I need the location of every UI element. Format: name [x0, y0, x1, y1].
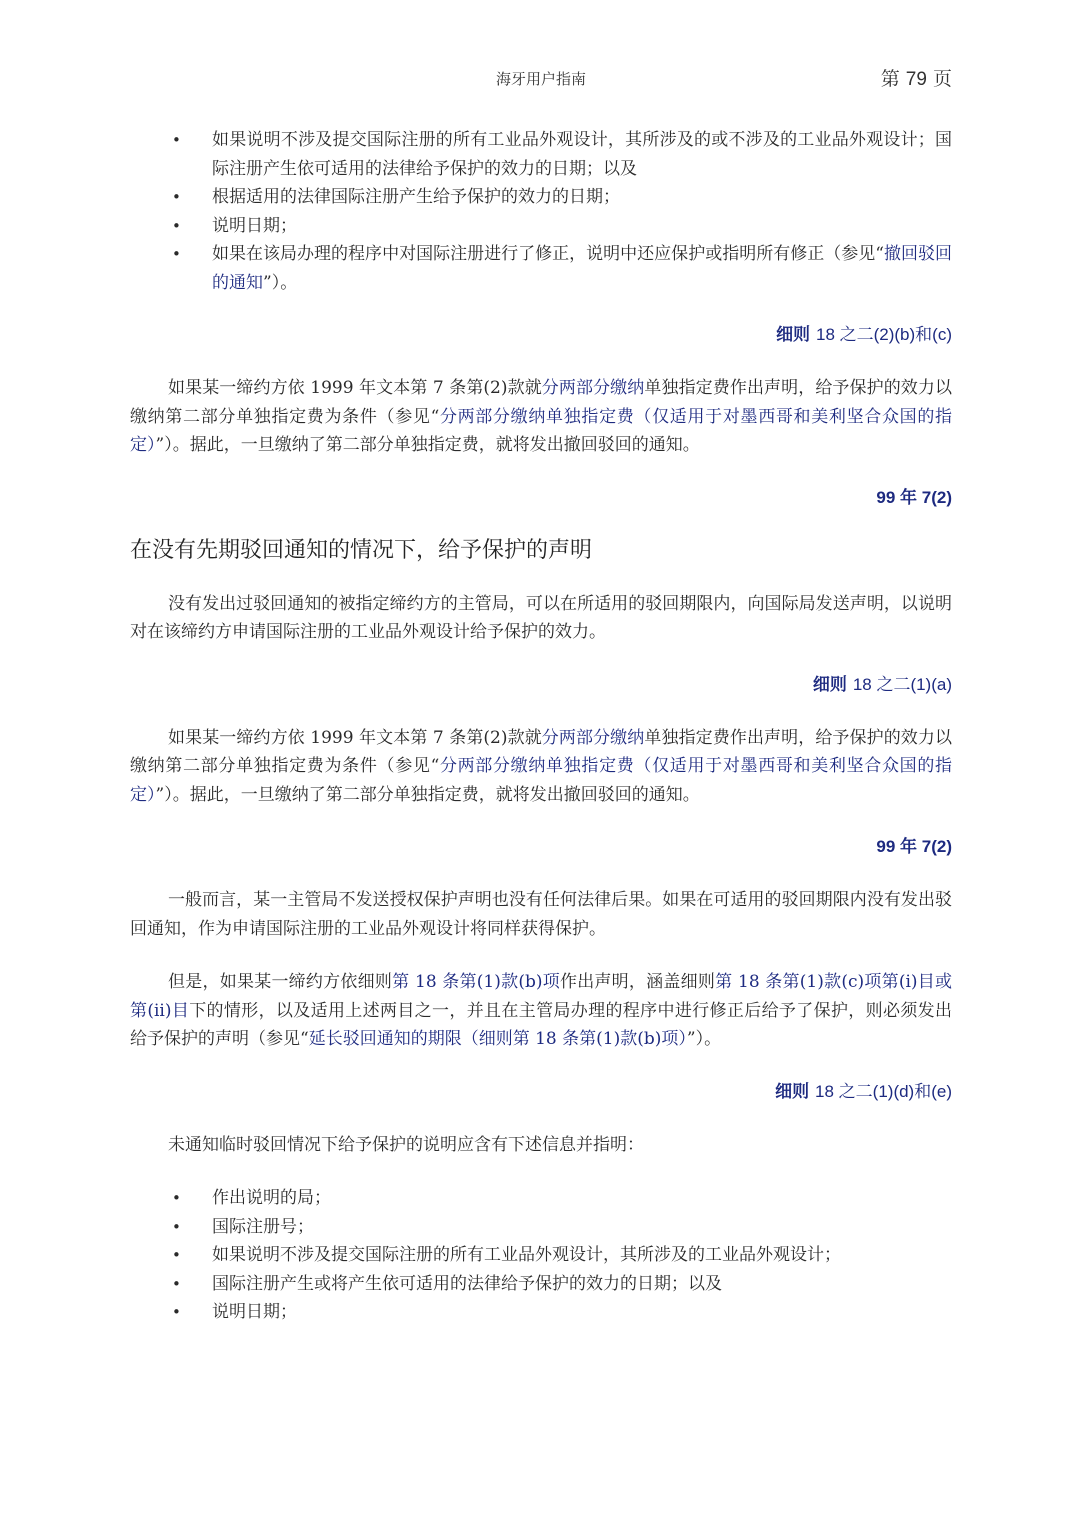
paragraph: 如果某一缔约方依 1999 年文本第 7 条第(2)款就分两部分缴纳单独指定费作出声明，给予保护的效力以缴纳第二部分单独指定费为条件（参见“分两部分缴纳单独指定费（仅适用于对墨西哥和美利坚合众国的指定）”）。据此，一旦缴纳了第二部分单独指定费，就将发出撤回驳回的通知。 — [130, 727, 953, 805]
bullet-icon: • — [172, 245, 181, 263]
link-two-part-payment[interactable]: 分两部分缴纳 — [541, 378, 645, 398]
paragraph: 没有发出过驳回通知的被指定缔约方的主管局，可以在所适用的驳回期限内，向国际局发送声明，以说明对在该缔约方申请国际注册的工业品外观设计给予保护的效力。 — [130, 593, 952, 642]
list-item: • 国际注册产生或将产生依可适用的法律给予保护的效力的日期；以及 — [130, 1270, 952, 1299]
bullet-icon: • — [172, 131, 181, 149]
list-item: • 如果说明不涉及提交国际注册的所有工业品外观设计，其所涉及的或不涉及的工业品外观设计；国际注册产生依可适用的法律给予保护的效力的日期；以及 — [130, 126, 952, 183]
article-reference: 99 年 7(2) — [876, 837, 952, 856]
list-item: • 说明日期； — [130, 212, 952, 241]
paragraph: 但是，如果某一缔约方依细则第 18 条第(1)款(b)项作出声明，涵盖细则第 18 条第(1)款(c)项第(i)目或第(ii)目下的情形，以及适用上述两目之一，并且在主管局办理的程序中进行修正后给予了保护，则必须发出给予保护的声明（参见“延长驳回通知的期限（细则第 18 条第(1)款(b)项）”）。 — [130, 972, 953, 1049]
article-reference: 99 年 7(2) — [876, 487, 952, 507]
bullet-icon: • — [172, 1246, 181, 1264]
rule-reference: 细则 18 之二(1)(d)和(e) — [775, 1081, 952, 1102]
section-title: 在没有先期驳回通知的情况下，给予保护的声明 — [130, 537, 593, 563]
link-two-part-fee[interactable]: 分两部分缴纳单独指定费（仅适用于对墨西哥和美利坚合众国的指定） — [130, 756, 952, 805]
bullet-list-a — [130, 126, 952, 297]
link-two-part-payment[interactable]: 分两部分缴纳 — [541, 727, 645, 748]
paragraph: 一般而言，某一主管局不发送授权保护声明也没有任何法律后果。如果在可适用的驳回期限内没有发出驳回通知，作为申请国际注册的工业品外观设计将同样获得保护。 — [130, 890, 952, 939]
bullet-list-b — [130, 1184, 952, 1327]
document-body — [130, 126, 952, 1327]
rule-reference: 细则 18 之二(2)(b)和(c) — [776, 325, 952, 345]
list-item: • 国际注册号； — [130, 1213, 952, 1242]
paragraph: 如果某一缔约方依 1999 年文本第 7 条第(2)款就分两部分缴纳单独指定费作出声明，给予保护的效力以缴纳第二部分单独指定费为条件（参见“分两部分缴纳单独指定费（仅适用于对墨西哥和美利坚合众国的指定）”）。据此，一旦缴纳了第二部分单独指定费，就将发出撤回驳回的通知。 — [130, 378, 953, 455]
bullet-icon: • — [172, 1217, 181, 1236]
link-rule-18-1-b[interactable]: 第 18 条第(1)款(b)项 — [392, 972, 560, 992]
bullet-icon: • — [172, 188, 181, 206]
bullet-icon: • — [172, 1303, 181, 1321]
page-header — [130, 64, 952, 94]
link-rule-18-1-c[interactable]: 第 18 条第(1)款(c)项第(i)目或第(ii)目 — [130, 972, 953, 1021]
bullet-icon: • — [172, 1189, 181, 1207]
list-item: • 说明日期； — [130, 1298, 952, 1327]
bullet-icon: • — [172, 216, 181, 235]
rule-reference: 细则 18 之二(1)(a) — [812, 674, 952, 695]
paragraph: 未通知临时驳回情况下给予保护的说明应含有下述信息并指明： — [168, 1134, 644, 1155]
page-number: 第 79 页 — [880, 68, 952, 90]
list-item: • 如果在该局办理的程序中对国际注册进行了修正，说明中还应保护或指明所有修正（参见“撤回驳回的通知”）。 — [130, 240, 952, 297]
list-item: • 如果说明不涉及提交国际注册的所有工业品外观设计，其所涉及的工业品外观设计； — [130, 1241, 952, 1270]
header-title: 海牙用户指南 — [495, 70, 586, 88]
bullet-icon: • — [172, 1274, 181, 1293]
link-extend-refusal-period[interactable]: 延长驳回通知的期限（细则第 18 条第(1)款(b)项） — [308, 1029, 687, 1049]
link-withdrawal-notice[interactable]: 撤回驳回的通知 — [212, 244, 952, 293]
link-two-part-fee[interactable]: 分两部分缴纳单独指定费（仅适用于对墨西哥和美利坚合众国的指定） — [130, 406, 952, 455]
list-item: • 根据适用的法律国际注册产生给予保护的效力的日期； — [130, 183, 952, 212]
list-item: • 作出说明的局； — [130, 1184, 952, 1213]
